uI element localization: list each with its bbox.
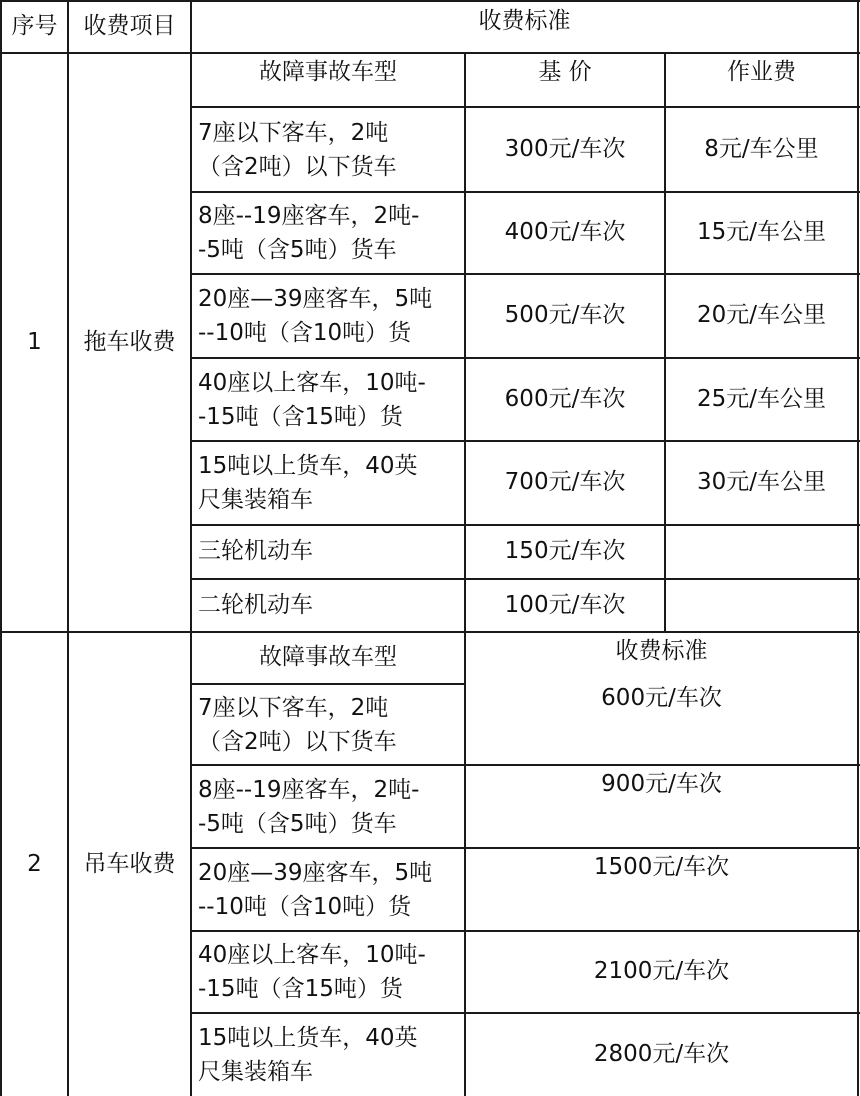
table-row-vehicle-type [192, 1014, 464, 1096]
table-row-vehicle-type [192, 275, 464, 357]
vehicle-type-line1: 8座--19座客车，2吨- [198, 776, 420, 803]
vehicle-type: 二轮机动车 [198, 591, 313, 618]
section2-subheader-standard: 收费标准 [615, 638, 708, 664]
section2-no: 2 [27, 850, 42, 877]
vehicle-type-line1: 20座—39座客车，5吨 [198, 286, 433, 312]
base-price: 300元/车次 [504, 135, 626, 162]
table-row-vehicle-type [192, 849, 464, 930]
vehicle-type-line2: --10吨（含10吨）货 [198, 893, 412, 920]
vehicle-type-line2: （含2吨）以下货车 [198, 153, 397, 180]
section2-subheader-type: 故障事故车型 [259, 644, 397, 671]
crane-fee: 900元/车次 [601, 771, 722, 797]
table-row-vehicle-type [192, 766, 464, 847]
work-fee [666, 580, 857, 631]
vehicle-type-line2: （含2吨）以下货车 [198, 728, 397, 755]
table-row-vehicle-type [192, 193, 464, 273]
vehicle-type-line2: --10吨（含10吨）货 [198, 320, 412, 346]
vehicle-type-line1: 40座以上客车，10吨- [198, 369, 426, 396]
vehicle-type-line1: 40座以上客车，10吨- [198, 942, 426, 968]
work-fee: 15元/车公里 [696, 219, 826, 246]
section1-subheader-type: 故障事故车型 [259, 59, 397, 85]
table-row-vehicle-type [192, 359, 464, 440]
header-col-no: 序号 [11, 13, 58, 40]
section1-subheader-work: 作业费 [727, 59, 796, 85]
vehicle-type-line2: -5吨（含5吨）货车 [198, 810, 397, 837]
table-row-vehicle-type [192, 932, 464, 1012]
section1-no: 1 [27, 328, 42, 355]
base-price: 100元/车次 [504, 591, 626, 618]
vehicle-type-line1: 15吨以上货车，40英 [198, 453, 418, 479]
work-fee: 20元/车公里 [696, 302, 826, 329]
vehicle-type-line1: 7座以下客车，2吨 [198, 119, 389, 146]
vehicle-type-line2: 尺集装箱车 [198, 1059, 313, 1085]
work-fee [666, 526, 857, 578]
vehicle-type-line2: 尺集装箱车 [198, 487, 313, 513]
section1-subheader-base: 基 价 [538, 59, 592, 85]
vehicle-type-line2: -15吨（含15吨）货 [198, 976, 403, 1002]
work-fee: 25元/车公里 [696, 385, 826, 412]
crane-fee: 2800元/车次 [593, 1041, 730, 1068]
vehicle-type-line1: 15吨以上货车，40英 [198, 1025, 418, 1051]
crane-fee: 2100元/车次 [593, 958, 730, 985]
table-row-vehicle-type [192, 108, 464, 191]
table-row-vehicle-type [192, 685, 464, 764]
vehicle-type: 三轮机动车 [198, 538, 313, 565]
vehicle-type-line1: 20座—39座客车，5吨 [198, 859, 433, 886]
base-price: 500元/车次 [504, 302, 626, 329]
base-price: 700元/车次 [504, 469, 626, 496]
section2-item: 吊车收费 [83, 850, 176, 877]
base-price: 400元/车次 [504, 219, 626, 246]
base-price: 600元/车次 [504, 385, 626, 412]
work-fee: 8元/车公里 [704, 135, 819, 162]
header-col-standard: 收费标准 [478, 8, 571, 35]
vehicle-type-line1: 7座以下客车，2吨 [198, 694, 389, 721]
crane-fee: 600元/车次 [601, 685, 722, 711]
vehicle-type-line1: 8座--19座客车，2吨- [198, 203, 420, 229]
table-row-vehicle-type [192, 442, 464, 524]
vehicle-type-line2: -15吨（含15吨）货 [198, 403, 403, 430]
crane-fee: 1500元/车次 [593, 854, 730, 880]
section1-item: 拖车收费 [83, 328, 176, 355]
header-col-item: 收费项目 [83, 13, 176, 40]
vehicle-type-line2: -5吨（含5吨）货车 [198, 237, 397, 263]
base-price: 150元/车次 [504, 538, 626, 565]
work-fee: 30元/车公里 [696, 469, 826, 496]
